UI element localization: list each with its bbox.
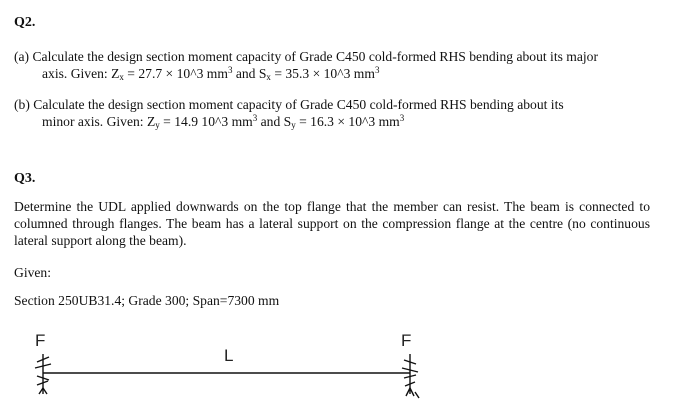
- q2b-line2: minor axis. Given: $Z_y = 14.9$ 10^3 $mm^3$ and $S_y = 16.3$ × 10^3 $mm^3$: [42, 113, 405, 130]
- right-fixed-support: [402, 354, 419, 398]
- q2-part-b: [14, 96, 650, 130]
- q3-given-label: Given:: [14, 265, 51, 280]
- right-support-label: F: [401, 331, 412, 350]
- left-support-label: F: [35, 331, 46, 350]
- span-label: L: [224, 346, 234, 365]
- q2a-line1: (a) Calculate the design section moment capacity of Grade C450 cold-formed RHS bending about its major: [14, 49, 598, 64]
- q3-paragraph: Determine the UDL applied downwards on the top flange that the member can resist. The beam is connected to columned through flanges. The beam has a lateral support on the compression flange at the centre (no continuous lateral support along the beam).: [14, 199, 650, 248]
- q3-section-line: Section 250UB31.4; Grade 300; Span=7300 mm: [14, 293, 280, 308]
- q2-part-a: [14, 48, 650, 82]
- left-fixed-support: [35, 354, 51, 394]
- q2a-line2: axis. Given: $Z_x = 27.7$ × 10^3 $mm^3$ and $S_x = 35.3$ × 10^3 $mm^3$: [42, 65, 380, 82]
- q2-heading: Q2.: [14, 15, 36, 30]
- beam-diagram: [0, 318, 700, 409]
- q2b-line1: (b) Calculate the design section moment capacity of Grade C450 cold-formed RHS bending about its: [14, 97, 564, 112]
- q3-heading: Q3.: [14, 171, 36, 186]
